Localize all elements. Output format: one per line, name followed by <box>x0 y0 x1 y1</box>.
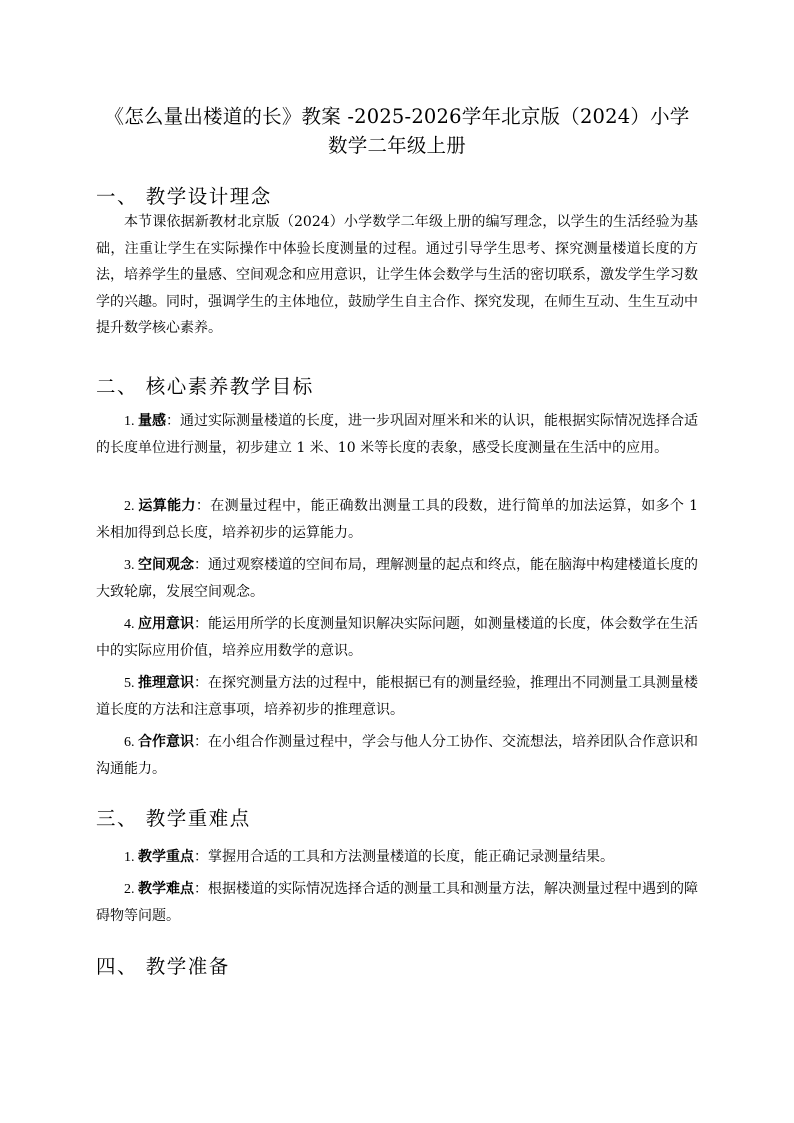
objective-term: 推理意识 <box>138 675 194 691</box>
objective-term: 合作意识 <box>138 734 194 750</box>
key-point-number: 1. <box>124 850 138 865</box>
objective-number: 1. <box>124 414 138 429</box>
key-point-term: 教学难点 <box>138 881 194 897</box>
objective-item <box>96 408 698 461</box>
section-heading-key-difficulties: 三、 教学重难点 <box>96 807 251 830</box>
objective-term: 应用意识 <box>138 616 194 632</box>
objective-number: 2. <box>124 499 139 514</box>
design-concept-paragraph: 本节课依据新教材北京版（2024）小学数学二年级上册的编写理念，以学生的生活经验为基础，注重让学生在实际操作中体验长度测量的过程。通过引导学生思考、探究测量楼道长度的方法，培养学生的量感、空间观念和应用意识，让学生体会数学与生活的密切联系，激发学生学习数学的兴趣。同时，强调学生的主体地位，鼓励学生自主合作、探究发现，在师生互动、生生互动中提升数学核心素养。 <box>96 214 698 336</box>
objective-item <box>96 611 698 664</box>
objective-item <box>96 729 698 782</box>
objective-text: ：能运用所学的长度测量知识解决实际问题，如测量楼道的长度，体会数学在生活中的实际应用价值，培养应用数学的意识。 <box>96 616 698 659</box>
key-point-number: 2. <box>124 882 138 897</box>
objective-item <box>96 493 698 546</box>
objective-term: 量感 <box>138 413 166 429</box>
objective-item <box>96 670 698 723</box>
key-point-term: 教学重点 <box>138 849 194 865</box>
objective-number: 5. <box>124 676 138 691</box>
objective-number: 6. <box>124 735 138 750</box>
key-point-text: ：根据楼道的实际情况选择合适的测量工具和测量方法，解决测量过程中遇到的障碍物等问题。 <box>96 881 698 924</box>
objective-item <box>96 552 698 605</box>
objective-term: 运算能力 <box>138 498 196 514</box>
objective-number: 4. <box>124 617 138 632</box>
objective-text: ：通过观察楼道的空间布局，理解测量的起点和终点，能在脑海中构建楼道长度的大致轮廓，发展空间观念。 <box>96 557 698 600</box>
objective-number: 3. <box>124 558 138 573</box>
objective-text: ：在小组合作测量过程中，学会与他人分工协作、交流想法，培养团队合作意识和沟通能力。 <box>96 734 698 777</box>
key-point-text: ：掌握用合适的工具和方法测量楼道的长度，能正确记录测量结果。 <box>194 849 614 865</box>
document-title: 《怎么量出楼道的长》教案 -2025-2026学年北京版（2024）小学数学二年级上册 <box>104 105 690 157</box>
section-heading-preparation: 四、 教学准备 <box>96 955 230 978</box>
key-point-item <box>96 844 698 871</box>
section-heading-core-objectives: 二、 核心素养教学目标 <box>96 375 314 398</box>
key-point-item <box>96 876 698 929</box>
objective-text: ：通过实际测量楼道的长度，进一步巩固对厘米和米的认识，能根据实际情况选择合适的长度单位进行测量，初步建立 1 米、10 米等长度的表象，感受长度测量在生活中的应用。 <box>96 413 698 456</box>
objective-text: ：在探究测量方法的过程中，能根据已有的测量经验，推理出不同测量工具测量楼道长度的方法和注意事项，培养初步的推理意识。 <box>96 675 698 718</box>
objective-text: ：在测量过程中，能正确数出测量工具的段数，进行简单的加法运算，如多个 1 米相加得到总长度，培养初步的运算能力。 <box>96 498 699 541</box>
objective-term: 空间观念 <box>138 557 194 573</box>
section-heading-design-concept: 一、 教学设计理念 <box>96 185 272 208</box>
